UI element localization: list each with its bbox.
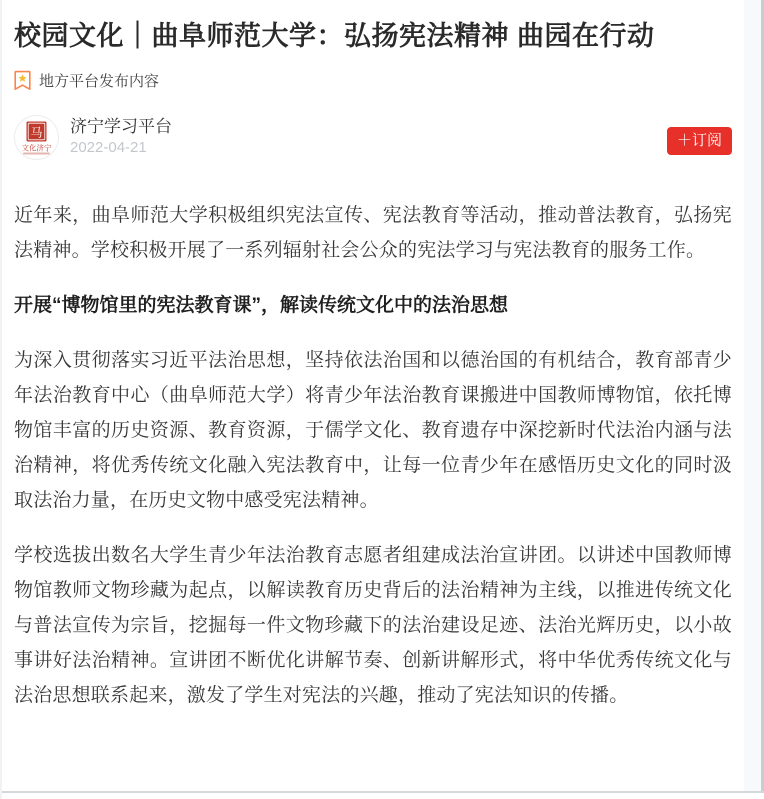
article-body	[14, 198, 732, 713]
article-main-column	[4, 0, 746, 791]
subscribe-button[interactable]: ＋订阅	[667, 127, 732, 155]
article-subheading: 开展“博物馆里的宪法教育课”，解读传统文化中的法治思想	[14, 295, 509, 316]
svg-text:文化济宁: 文化济宁	[21, 143, 52, 152]
scrollbar-gutter	[744, 0, 764, 791]
article-paragraph: 为深入贯彻落实习近平法治思想，坚持依法治国和以德治国的有机结合，教育部青少年法治教育中心（曲阜师范大学）将青少年法治教育课搬进中国教师博物馆，依托博物馆丰富的历史资源、教育资源，于儒学文化、教育遗存中深挖新时代法治内涵与法治精神，将优秀传统文化融入宪法教育中，让每一位青少年在感悟历史文化的同时汲取法治力量，在历史文物中感受宪法精神。	[14, 350, 732, 511]
source-name[interactable]: 济宁学习平台	[70, 117, 172, 136]
source-meta	[70, 116, 172, 158]
article-paragraph: 学校选拔出数名大学生青少年法治教育志愿者组建成法治宣讲团。以讲述中国教师博物馆教师文物珍藏为起点，以解读教育历史背后的法治精神为主线，以推进传统文化与普法宣传为宗旨，挖掘每一件文物珍藏下的法治建设足迹、法治光辉历史，以小故事讲好法治精神。宣讲团不断优化讲解节奏、创新讲解形式，将中华优秀传统文化与法治思想联系起来，激发了学生对宪法的兴趣，推动了宪法知识的传播。	[14, 545, 732, 706]
publish-date: 2022-04-21	[70, 139, 147, 156]
bookmark-star-icon	[14, 70, 31, 91]
source-avatar[interactable]	[14, 115, 59, 160]
platform-badge-label: 地方平台发布内容	[39, 73, 160, 90]
jining-seal-logo	[15, 116, 58, 159]
article-title: 校园文化｜曲阜师范大学：弘扬宪法精神 曲园在行动	[14, 21, 655, 51]
article-paragraph: 近年来，曲阜师范大学积极组织宪法宣传、宪法教育等活动，推动普法教育，弘扬宪法精神。学校积极开展了一系列辐射社会公众的宪法学习与宪法教育的服务工作。	[14, 205, 732, 261]
source-row	[14, 113, 732, 161]
window-bottom-border	[2, 791, 764, 793]
platform-badge	[14, 70, 732, 91]
svg-text:马: 马	[30, 125, 43, 139]
